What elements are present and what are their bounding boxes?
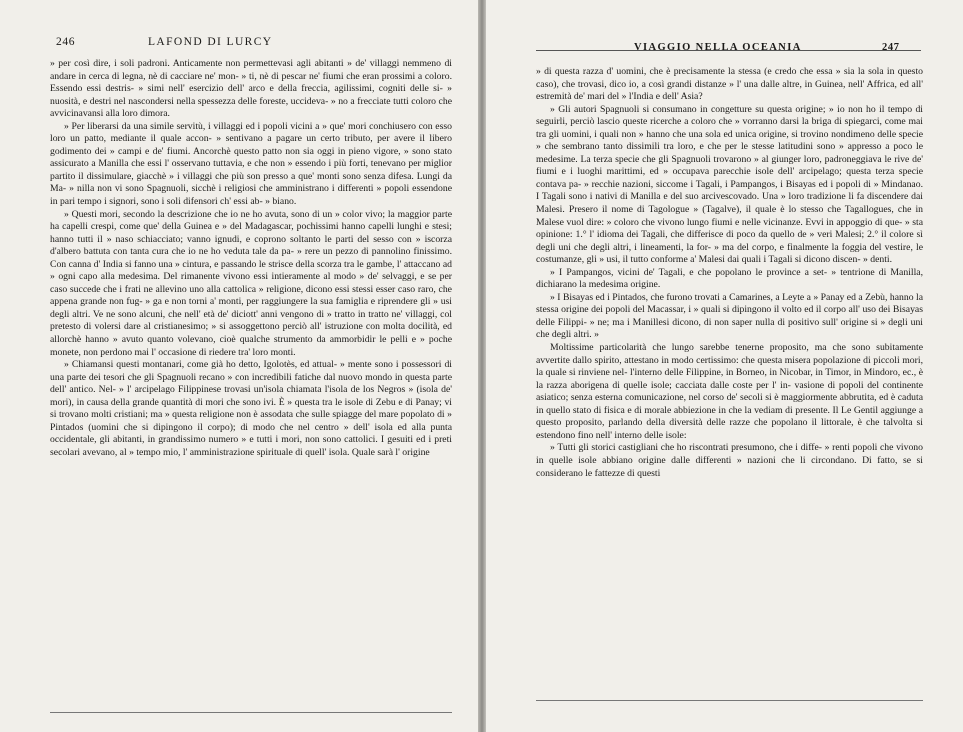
bottom-rule xyxy=(536,700,923,701)
left-page-body xyxy=(50,58,452,460)
running-head: VIAGGIO NELLA OCEANIA xyxy=(634,42,802,53)
bottom-rule xyxy=(50,712,452,713)
running-head: LAFOND DI LURCY xyxy=(148,36,273,48)
page-number: 247 xyxy=(882,42,900,53)
right-page-body xyxy=(536,66,923,480)
paragraph: » Gli autori Spagnuoli si consumano in congetture su questa origine; » io non ho il tempo di seguirli, perciò lascio queste ricerche a coloro che » vorranno darsi la briga di spiegarci, come mai tra gli uomini, i quali non » hanno che una sola ed unica origine, si trovino nondimeno delle specie » che sembrano tanto dissimili tra loro, e che per le stesse latitudini sono » appresso a poco le medesime. La terza specie che gli Spagnuoli trovarono » al giunger loro, padroneggiava le rive de' fiumi e i luoghi marittimi, ed » occupava parecchie isole dell' arcipelago; questa terza specie contava pa- » recchie nazioni, siccome i Tagali, i Pampangos, i Bisayas ed i popoli di » Mindanao. I Tagali sono i nativi di Manilla e del suo arcivescovado. Una » loro tradizione li fa discendere dai Malesi. Presero il nome di Tagologue » (Tagalve), il quale è lo stesso che Tagallogues, che in Malese vuol dire: » coloro che vivono lungo fiumi e nelle vicinanze. Evvi in appoggio di que- » sta opinione: 1.° l' idioma dei Tagali, che differisce di poco da quello de » veri Malesi; 2.° il colore sì degli uni che degli altri, i lineamenti, la for- » ma del corpo, e finalmente la foggia del vestire, le costumanze, gli » usi, il tutto conforme a' Malesi dai quali i Tagali si dicono discen- » denti. xyxy=(536,103,923,266)
right-page-header xyxy=(486,36,963,54)
paragraph: » di questa razza d' uomini, che è precisamente la stessa (e credo che essa » sia la sola in questo caso), che trovasi, dico io, a così grandi distanze » l' una dalle altre, in Guinea, nell' Affrica, ed all' estremità de' mari del » l'India e dell' Asia? xyxy=(536,66,923,103)
paragraph: » Chiamansi questi montanari, come già ho detto, Igolotès, ed attual- » mente sono i possessori di una parte dei tesori che gli Spagnuoli recano » con incredibili fatiche dal nuovo mondo in questa parte dell' antico. Nel- » l' arcipelago Filippinese trovasi un'isola chiamata l'isola de los Negros » (isola de' mori), in causa della grande quantità di mori che sono ivi. È » questa tra le isole di Zebu e di Panay; vi si trovano molti cristiani; ma » questa religione non è assodata che sulle spiagge del mare popolato di » Pintados (uomini che si dipingono il corpo); di modo che nel centro » dell' isola ed alla punta occidentale, gli abitanti, in grandissimo numero » e tutti i mori, non sono cattolici. I gesuiti ed i preti secolari avevano, al » tempo mio, l' amministrazione spirituale di quell' isola. Quale sarà l' origine xyxy=(50,359,452,458)
book-gutter xyxy=(478,0,486,732)
paragraph: » Tutti gli storici castigliani che ho riscontrati presumono, che i diffe- » renti popoli che vivono in quelle isole abbiano origine dalle differenti » nazioni che li circondano. Di fatto, se si considerano le fattezze di questi xyxy=(536,442,923,479)
paragraph: » I Pampangos, vicini de' Tagali, e che popolano le province a set- » tentrione di Manilla, dichiarano la medesima origine. xyxy=(536,266,923,291)
paragraph: » per così dire, i soli padroni. Anticamente non permettevasi agli abitanti » de' villaggi nemmeno di andare in cerca di legna, nè di cacciare ne' mon- » ti, nè di pescar ne' fiumi che eran prossimi a coloro. Essendo essi destris- » simi nell' esercizio dell' arco e della freccia, agilissimi, cogniti delle si- » nuosità, e destri nel nascondersi nella spessezza delle foreste, uccideva- » no a frecciate tutti coloro che avvicinavansi alla loro dimora. xyxy=(50,58,452,120)
paragraph: Moltissime particolarità che lungo sarebbe tenerne proposito, ma che sono subitamente avvertite dallo spirito, attestano in modo certissimo: che questa misera popolazione di piccoli mori, la quale si rinviene nel- l'interno delle Filippine, in Borneo, in Nicobar, in Timor, in Mindoro, ec., è la razza aborigena di quelle isole; cacciata dalle coste per l' in- vasione di popoli del continente asiatico; senza esterna comunicazione, nel corso de' secoli si è maggiormente abbrutita, ed è caduta in quello stato di fisica e di morale abbiezione in che la vediam di presente. Il Le Gentil aggiunge a questo proposito, parlando della diversità delle razze che popolano il littorale, è che talvolta si estendono fino nell' interno delle isole: xyxy=(536,342,923,441)
page-number: 246 xyxy=(56,36,76,48)
paragraph: » I Bisayas ed i Pintados, che furono trovati a Camarines, a Leyte a » Panay ed a Zebù, hanno la stessa origine dei popoli del Macassar, i » quali si dipingono il volto ed il corpo all' uso dei Bisayas delle Filippi- » ne; ma i Manillesi dicono, di non saper nulla di positivo sull' origine si » degli uni che degli altri. » xyxy=(536,291,923,341)
paragraph: » Questi mori, secondo la descrizione che io ne ho avuta, sono di un » color vivo; la maggior parte ha capelli crespi, come que' della Guinea e » del Madagascar, pochissimi hanno capelli lunghi e stesi; hanno tutti il » naso schiacciato; vanno ignudi, e coprono soltanto le parti del sesso con » iscorza d'albero battuta con tanta cura che io ne ho veduta tale da pa- » rere un pezzo di pannolino finissimo. Con canna d' India si fanno una » cintura, e passando le strisce della scorza tra le gambe, l' attaccano ad » ogni capo alla medesima. Del rimanente vivono essi intieramente al modo » de' selvaggi, e se per caso succede che i frati ne allevino uno alla cattolica » religione, dicono essi stessi esser caso raro, che appena grande non fug- » ga e non torni a' monti, per raggiungere la sua famiglia e riprendere gli » usi degli altri. Ve ne sono alcuni, che nell' età de' diciott' anni vengono di » tratto in tratto ne' villaggi, col pretesto di volersi dare al cristianesimo; » si assoggettono perciò all' istruzione con molta docilità, ed allorchè hanno » avuto quanto volevano, cioè qualche strumento da ammorbidir le pelli e » poche monete, non perdono mai l' occasione di riedere tra' loro monti. xyxy=(50,208,452,358)
left-page-header xyxy=(0,36,478,54)
right-page xyxy=(486,0,963,732)
left-page xyxy=(0,0,478,732)
paragraph: » Per liberarsi da una simile servitù, i villaggi ed i popoli vicini a » que' mori conchiusero con esso loro un patto, mediante il quale accon- » sentivano a pagare un certo tributo, per avere il libero godimento dei » campi e de' fiumi. Ancorchè questo patto non sia oggi in pieno vigore, » sono stato assicurato a Manilla che essi l' osservano tuttavia, e che non » essendo i più forti, tenevano per miglior partito il dissimulare, giacchè » i villaggi che più son presso a que' monti sono senza difesa. Lungi da Ma- » nilla non vi sono Spagnuoli, sicchè i religiosi che amministrano i differenti » popoli essendone in pari tempo i signori, sono i soli difensori ch' essi ab- » biano. xyxy=(50,120,452,208)
